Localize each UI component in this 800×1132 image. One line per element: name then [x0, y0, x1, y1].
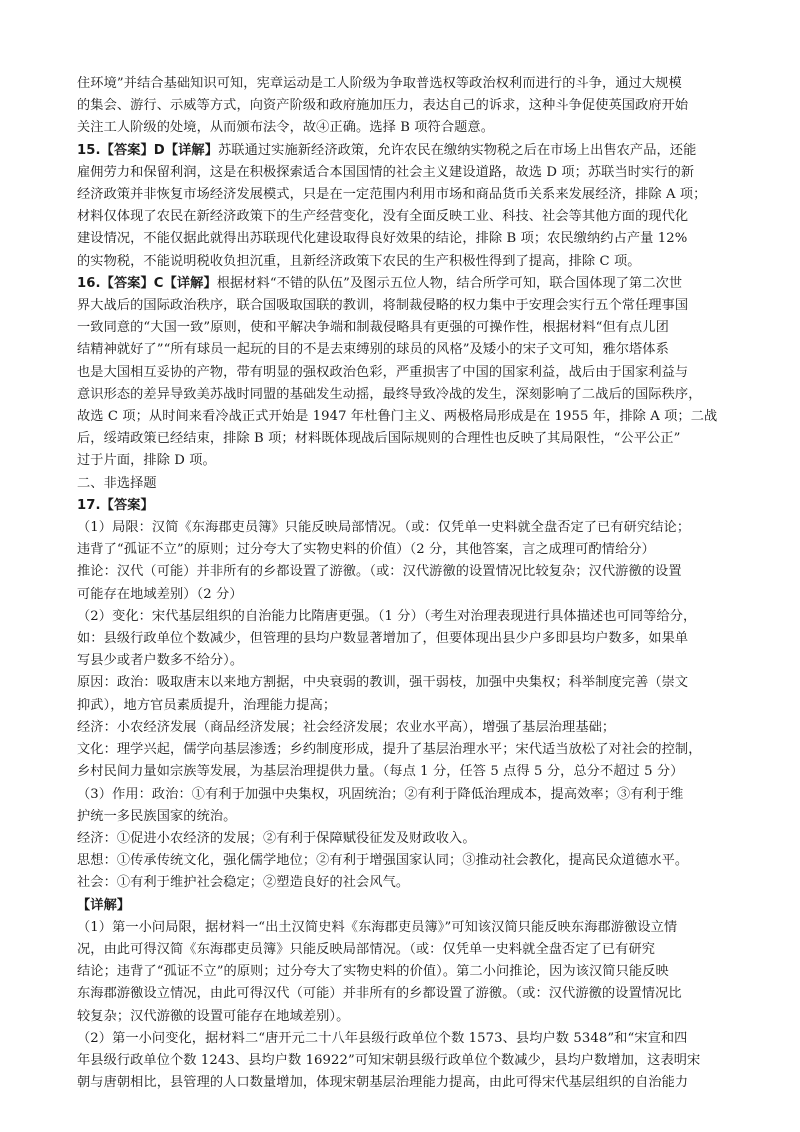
text-line: 抑武），地方官员素质提升，治理能力提高； — [77, 697, 337, 713]
text-line: 原因：政治：吸取唐末以来地方割据，中央衰弱的教训，强干弱枝，加强中央集权；科举制度完善（崇文 — [77, 675, 689, 691]
text-line — [77, 495, 730, 517]
text-line: （3）作用：政治：①有利于加强中央集权，巩固统治；②有利于降低治理成本，提高效率；③有利于维 — [77, 786, 684, 802]
answer-heading: 【详解】 — [77, 897, 131, 913]
text-line: 年县级行政单位个数 1243、县均户数 16922”可知宋朝县级行政单位个数减少，县均户数增加，这表明宋 — [77, 1052, 701, 1068]
text-line: （2）第一小问变化，据材料二“唐开元二十八年县级行政单位个数 1573、县均户数 5348”和“宋宣和四 — [77, 1030, 688, 1046]
text-line: 故选 C 项；从时间来看冷战正式开始是 1947 年杜鲁门主义、两极格局形成是在 1955 年，排除 A 项；二战 — [77, 409, 718, 425]
text-line: 过于片面，排除 D 项。 — [77, 453, 216, 469]
text-line: 经济政策并非恢复市场经济发展模式，只是在一定范围内利用市场和商品货币关系来发展经济，排除 A 项； — [77, 187, 707, 203]
text-line: 雇佣劳力和保留利润，这是在积极探索适合本国国情的社会主义建设道路，故选 D 项；苏联当时实行的新 — [77, 164, 695, 180]
text-line: 朝与唐朝相比，县管理的人口数量增加，体现宋朝基层治理能力提高，由此可得宋代基层组织的自治能力 — [77, 1075, 689, 1091]
text-line: 如：县级行政单位个数减少，但管理的县均户数显著增加了，但要体现出县少户多即县均户数多，如果单 — [77, 631, 689, 647]
text-line: 也是大国相互妥协的产物，带有明显的强权政治色彩，严重损害了中国的国家利益，战后由于国家利益与 — [77, 364, 689, 380]
text-line: 况，由此可得汉简《东海郡吏员簿》只能反映局部情况。（或：仅凭单一史料就全盘否定了已有研究 — [77, 941, 656, 957]
text-line: （2）变化：宋代基层组织的自治能力比隋唐更强。（1 分）（考生对治理表现进行具体描述也可同等给分， — [77, 608, 697, 624]
text-line: 写县少或者户数多不给分）。 — [77, 653, 244, 669]
answer-heading: 16.【答案】C【详解】 — [77, 275, 217, 291]
text-line: 社会：①有利于维护社会稳定；②塑造良好的社会风气。 — [77, 875, 410, 891]
text-line: 思想：①传承传统文化，强化儒学地位；②有利于增强国家认同；③推动社会教化，提高民众道德水平。 — [77, 853, 689, 869]
text-line: 东海郡游徼设立情况，由此可得汉代（可能）并非所有的乡都设置了游徼。（或：汉代游徼的设置情况比 — [77, 986, 682, 1002]
text-line: 违背了“孤证不立”的原则；过分夸大了实物史料的价值）（2 分，其他答案，言之成理可酌情给分） — [77, 542, 655, 558]
text-line: 界大战后的国际政治秩序，联合国吸取国联的教训，将制裁侵略的权力集中于安理会实行五个常任理事国 — [77, 298, 689, 314]
text-line: 二、非选择题 — [77, 475, 157, 491]
text-line: 乡村民间力量如宗族等发展，为基层治理提供力量。（每点 1 分，任答 5 点得 5 分，总分不超过 5 分） — [77, 764, 684, 780]
text-line: 关注工人阶级的处境，从而颁布法令，故④正确。选择 B 项符合题意。 — [77, 120, 494, 136]
text-line: （1）局限：汉简《东海郡吏员簿》只能反映局部情况。（或：仅凭单一史料就全盘否定了已有研究结论； — [77, 520, 691, 536]
text-line: 经济：①促进小农经济的发展；②有利于保障赋役征发及财政收入。 — [77, 830, 476, 846]
text-line: 可能存在地域差别）（2 分） — [77, 586, 243, 602]
text-line: 结论；违背了“孤证不立”的原则；过分夸大了实物史料的价值）。第二小问推论，因为该汉简只能反映 — [77, 964, 669, 980]
text-line — [77, 895, 730, 917]
text-line: 护统一多民族国家的统治。 — [77, 808, 237, 824]
text-line: 推论：汉代（可能）并非所有的乡都设置了游徼。（或：汉代游徼的设置情况比较复杂；汉代游徼的设置 — [77, 564, 682, 580]
text-line: 的实物税，不能说明税收负担沉重，且新经济政策下农民的生产积极性得到了提高，排除 C 项。 — [77, 253, 641, 269]
text-line: （1）第一小问局限，据材料一“出土汉简史料《东海郡吏员簿》”可知该汉简只能反映东海郡游徼设立情 — [77, 919, 678, 935]
text-line: 文化：理学兴起，儒学向基层渗透；乡约制度形成，提升了基层治理水平；宋代适当放松了对社会的控制， — [77, 742, 702, 758]
text-line: 材料仅体现了农民在新经济政策下的生产经营变化，没有全面反映工业、科技、社会等其他方面的现代化 — [77, 209, 689, 225]
text-line: 的集会、游行、示威等方式，向资产阶级和政府施加压力，表达自己的诉求，这种斗争促使英国政府开始 — [77, 98, 689, 114]
text-line: 经济：小农经济发展（商品经济发展；社会经济发展；农业水平高），增强了基层治理基础； — [77, 719, 616, 735]
text-line: 16.【答案】C【详解】根据材料“不错的队伍”及图示五位人物，结合所学可知，联合国体现了第二次世 — [77, 275, 683, 291]
text-line: 住环境”并结合基础知识可知，宪章运动是工人阶级为争取普选权等政治权利而进行的斗争，通过大规模 — [77, 76, 682, 91]
text-line: 结精神就好了”“所有球员一起玩的目的不是去束缚别的球员的风格”及矮小的宋子文可知，雅尔塔体系 — [77, 342, 669, 358]
answer-heading: 15.【答案】D【详解】 — [77, 142, 219, 158]
text-line: 15.【答案】D【详解】苏联通过实施新经济政策，允许农民在缴纳实物税之后在市场上出售农产品，还能 — [77, 142, 697, 158]
text-line: 后，绥靖政策已经结束，排除 B 项；材料既体现战后国际规则的合理性也反映了其局限性，“公平公正” — [77, 431, 681, 447]
answer-heading: 17.【答案】 — [77, 497, 154, 513]
text-line: 意识形态的差异导致美苏战时同盟的基础发生动摇，最终导致冷战的发生，深刻影响了二战后的国际秩序， — [77, 386, 702, 402]
text-line: 一致同意的“大国一致”原则，使和平解决争端和制裁侵略具有更强的可操作性，根据材料“但有点儿团 — [77, 320, 669, 336]
text-line: 较复杂；汉代游徼的设置可能存在地域差别）。 — [77, 1008, 350, 1024]
text-line: 建设情况，不能仅据此就得出苏联现代化建设取得良好效果的结论，排除 B 项；农民缴纳约占产量 12% — [77, 231, 688, 247]
